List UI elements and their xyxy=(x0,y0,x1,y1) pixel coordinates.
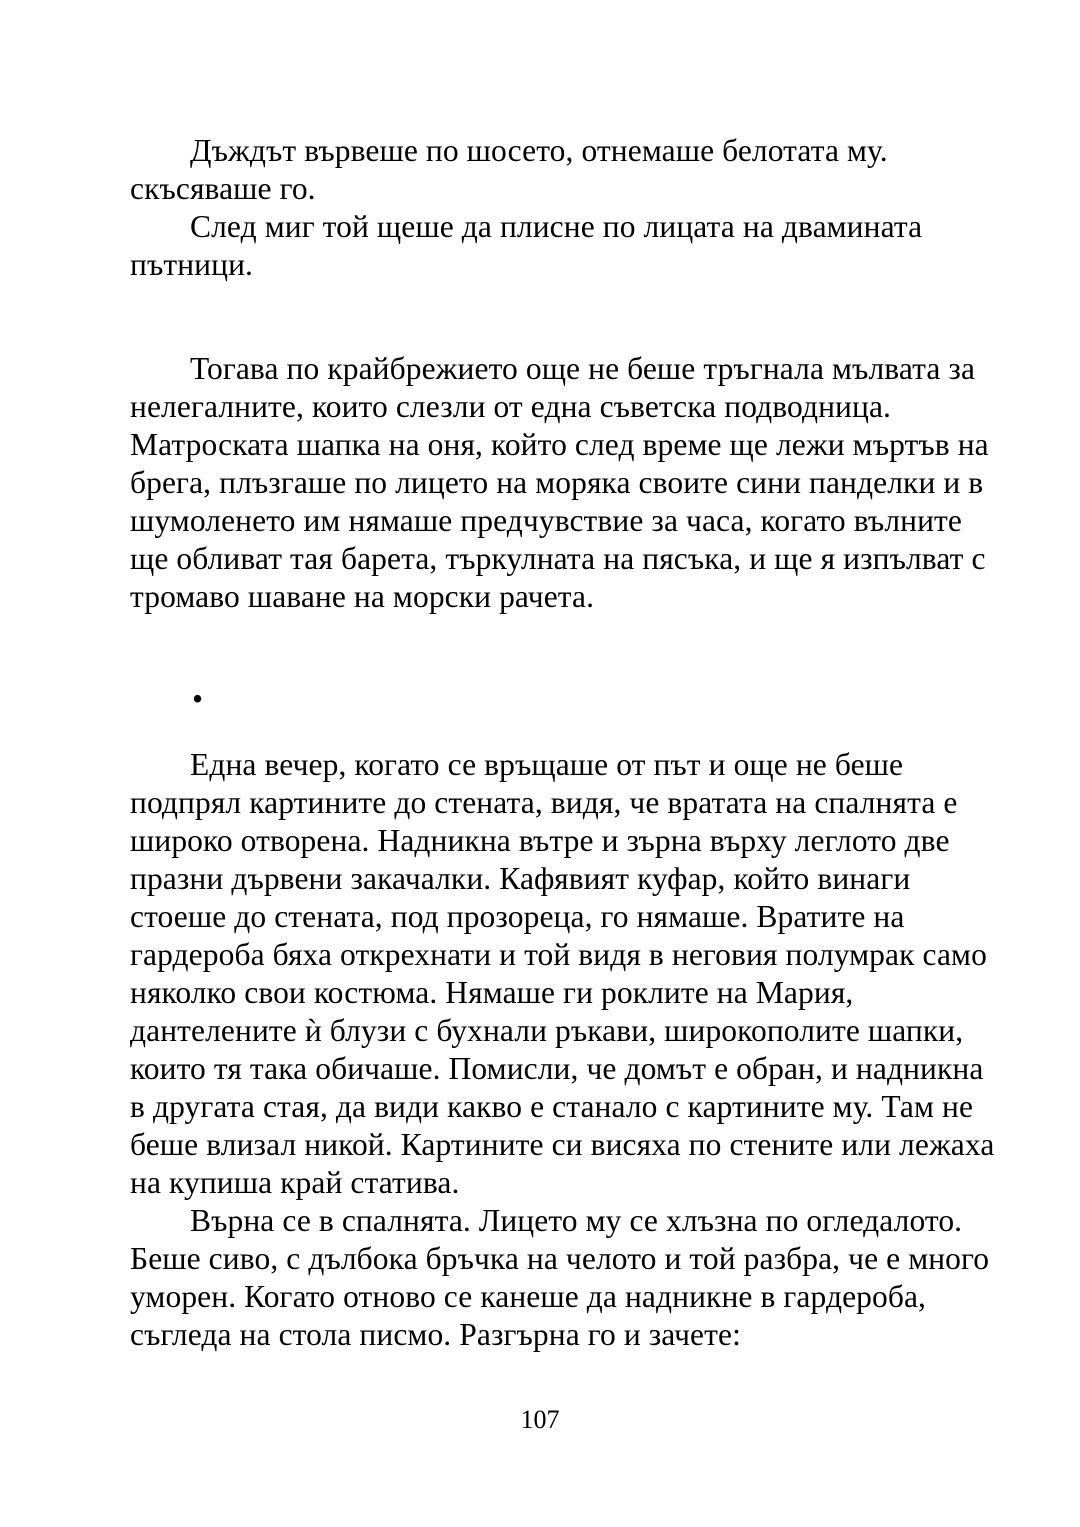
text-line: Върна се в спалнята. Лицето му се хлъзна по огледалото. xyxy=(190,1203,963,1238)
text-line: След миг той щеше да плисне по лицата на двамината xyxy=(190,209,923,244)
section-divider xyxy=(130,680,960,718)
text-line: Беше сиво, с дълбока бръчка на челото и той разбра, че е много xyxy=(130,1241,990,1276)
text-line: ще обливат тая барета, търкулната на пясъка, и ще я изпълват с xyxy=(130,541,986,576)
text-line: Една вечер, когато се връщаше от път и още не беше xyxy=(190,747,904,782)
text-line: широко отворена. Надникна вътре и зърна върху леглото две xyxy=(130,823,950,858)
text-line: тромаво шаване на морски рачета. xyxy=(130,579,595,614)
text-line: няколко свои костюма. Нямаше ги роклите на Мария, xyxy=(130,975,854,1010)
text-line: гардероба бяха открехнати и той видя в неговия полумрак само xyxy=(130,937,987,972)
bullet-icon: • xyxy=(192,681,204,716)
text-line: Тогава по крайбрежието още не беше тръгнала мълвата за xyxy=(190,351,976,386)
text-line: шумоленето им нямаше предчувствие за часа, когато вълните xyxy=(130,503,963,538)
text-line: на купиша край статива. xyxy=(130,1165,460,1200)
page-body xyxy=(130,132,995,1354)
text-line: пътници. xyxy=(130,247,254,282)
text-line: Дъждът вървеше по шосето, отнемаше белотата му. xyxy=(190,133,888,168)
text-line: съгледа на стола писмо. Разгърна го и зачете: xyxy=(130,1317,741,1352)
text-line: нелегалните, които слезли от една съветска подводница. xyxy=(130,389,892,424)
text-line: дантелените ѝ блузи с бухнали ръкави, широкополите шапки, xyxy=(130,1013,964,1048)
paragraph-travelers xyxy=(130,208,960,284)
paragraph-evening xyxy=(130,746,995,1202)
page-number: 107 xyxy=(520,1405,560,1434)
text-line: брега, плъзгаше по лицето на моряка своите сини панделки и в xyxy=(130,465,984,500)
paragraph-coast xyxy=(130,350,989,616)
text-line: уморен. Когато отново се канеше да надникне в гардероба, xyxy=(130,1279,927,1314)
text-line: празни дървени закачалки. Кафявият куфар, който винаги xyxy=(130,861,911,896)
text-line: беше влизал никой. Картините си висяха по стените или лежаха xyxy=(130,1127,995,1162)
text-line: стоеше до стената, под прозореца, го нямаше. Вратите на xyxy=(130,899,905,934)
text-line: в другата стая, да види какво е станало с картините му. Там не xyxy=(130,1089,974,1124)
text-line: скъсяваше го. xyxy=(130,171,316,206)
text-line: Матроската шапка на оня, който след време ще лежи мъртъв на xyxy=(130,427,989,462)
text-line: които тя така обичаше. Помисли, че домът е обран, и надникна xyxy=(130,1051,984,1086)
text-line: подпрял картините до стената, видя, че вратата на спалнята е xyxy=(130,785,958,820)
paragraph-rain xyxy=(130,132,960,208)
paragraph-mirror xyxy=(130,1202,990,1354)
